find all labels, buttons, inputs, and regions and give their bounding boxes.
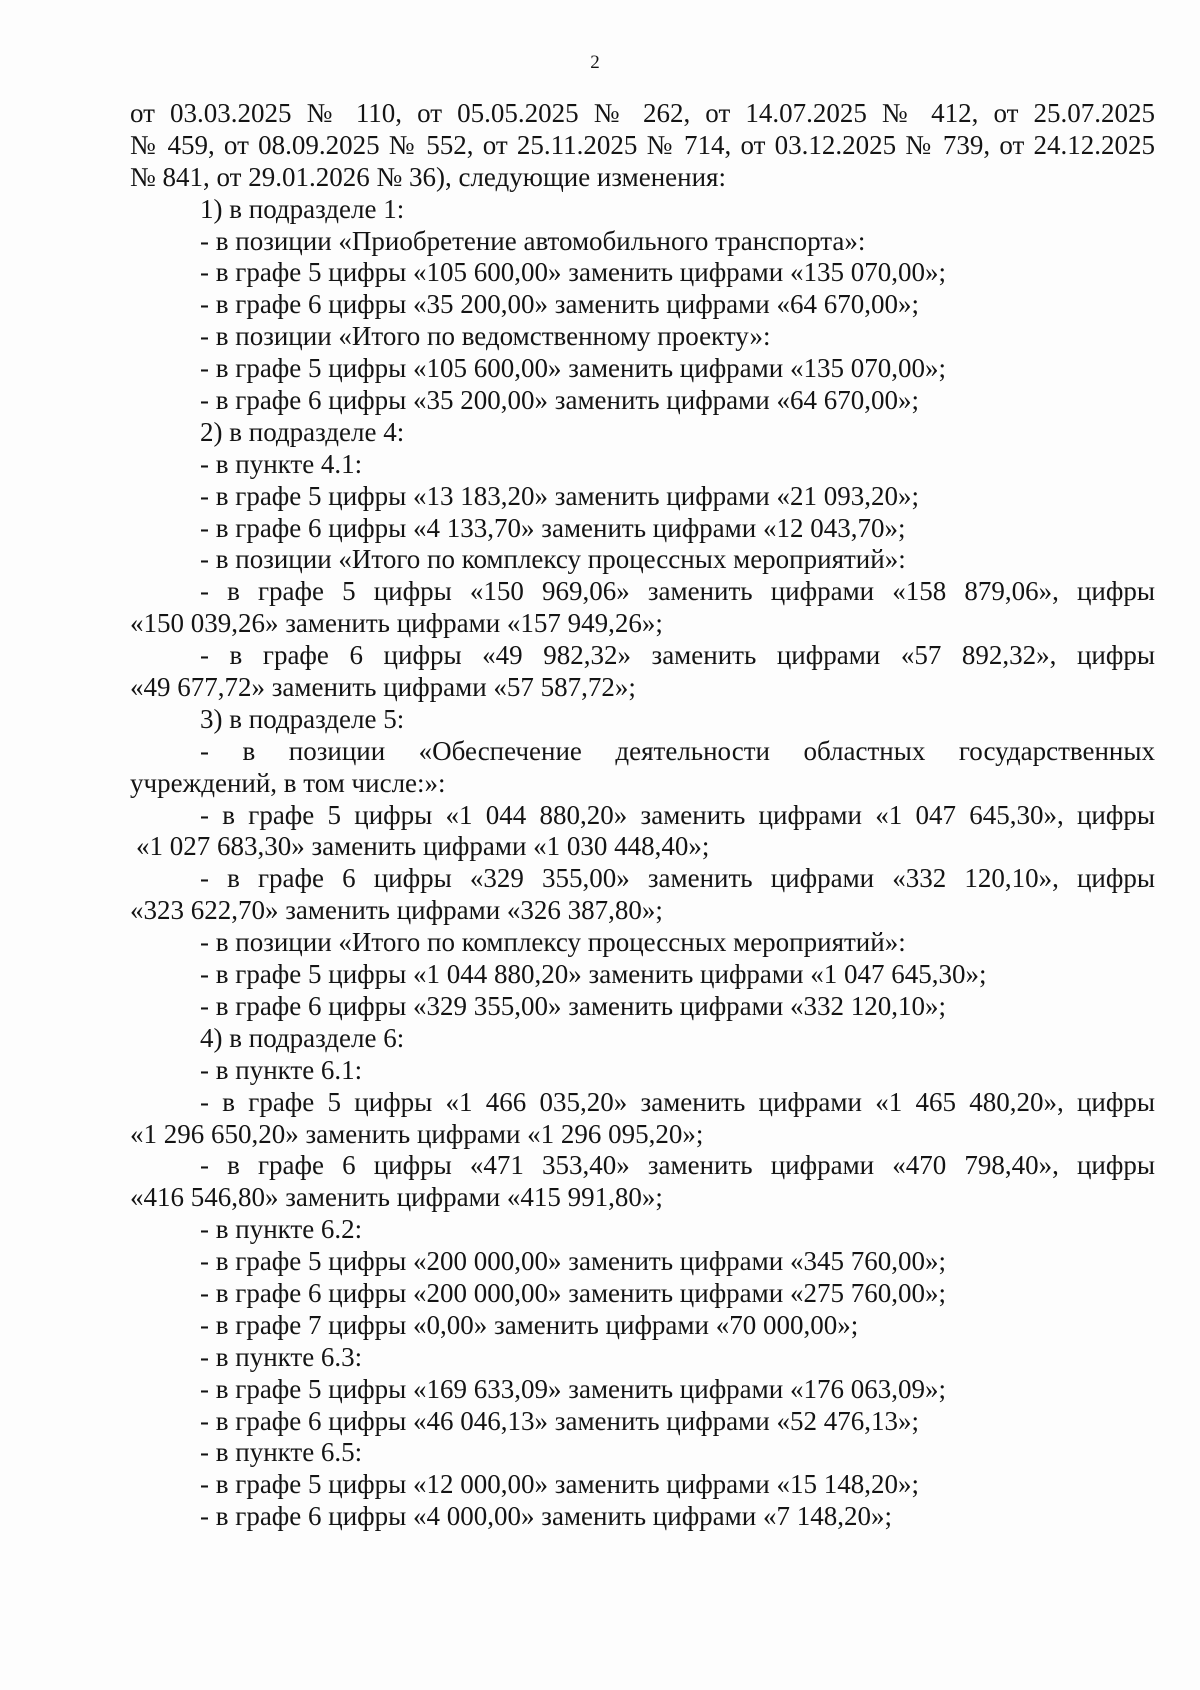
text-line: - в графе 5 цифры «1 044 880,20» заменить цифрами «1 047 645,30»; [200, 959, 987, 990]
text-line: - в графе 5 цифры «200 000,00» заменить цифрами «345 760,00»; [200, 1246, 946, 1277]
text-line: - в графе 7 цифры «0,00» заменить цифрами «70 000,00»; [200, 1309, 859, 1340]
text-line: - в графе 6 цифры «329 355,00» заменить цифрами «332 120,10»; [200, 990, 946, 1021]
text-line: - в графе 5 цифры «13 183,20» заменить цифрами «21 093,20»; [200, 480, 919, 511]
text-line: - в графе 5 цифры «1 044 880,20» заменить цифрами «1 047 645,30», цифры [200, 799, 1155, 830]
text-line: - в пункте 6.3: [200, 1341, 363, 1372]
text-line: «150 039,26» заменить цифрами «157 949,26»; [130, 608, 663, 639]
text-line: 4) в подразделе 6: [200, 1022, 405, 1053]
text-line: «416 546,80» заменить цифрами «415 991,80»; [130, 1182, 663, 1213]
text-line: 1) в подразделе 1: [200, 193, 405, 224]
text-line: - в графе 5 цифры «150 969,06» заменить цифрами «158 879,06», цифры [200, 576, 1155, 607]
text-line: № 459, от 08.09.2025 № 552, от 25.11.2025 № 714, от 03.12.2025 № 739, от 24.12.2025 [130, 129, 1155, 160]
text-line: - в пункте 6.2: [200, 1214, 363, 1245]
text-line: - в графе 6 цифры «200 000,00» заменить цифрами «275 760,00»; [200, 1277, 946, 1308]
text-line: «49 677,72» заменить цифрами «57 587,72»; [130, 672, 636, 703]
text-line: - в графе 6 цифры «4 000,00» заменить цифрами «7 148,20»; [200, 1501, 892, 1532]
text-line: «1 296 650,20» заменить цифрами «1 296 095,20»; [130, 1118, 704, 1149]
text-line: - в графе 6 цифры «46 046,13» заменить цифрами «52 476,13»; [200, 1405, 919, 1436]
document-body [130, 98, 1155, 1533]
text-line: - в графе 6 цифры «49 982,32» заменить цифрами «57 892,32», цифры [200, 640, 1155, 671]
text-line: - в графе 5 цифры «1 466 035,20» заменить цифрами «1 465 480,20», цифры [200, 1086, 1155, 1117]
text-line: «323 622,70» заменить цифрами «326 387,80»; [130, 895, 663, 926]
text-line: - в графе 5 цифры «105 600,00» заменить цифрами «135 070,00»; [200, 257, 946, 288]
text-line: - в пункте 6.1: [200, 1054, 363, 1085]
text-line: учреждений, в том числе:»: [130, 767, 446, 798]
text-line: - в графе 6 цифры «471 353,40» заменить цифрами «470 798,40», цифры [200, 1150, 1155, 1181]
text-line: - в позиции «Итого по комплексу процессных мероприятий»: [200, 544, 906, 575]
text-line: - в графе 6 цифры «4 133,70» заменить цифрами «12 043,70»; [200, 512, 906, 543]
text-line: 2) в подразделе 4: [200, 416, 405, 447]
text-line: 3) в подразделе 5: [200, 703, 405, 734]
text-line: - в пункте 6.5: [200, 1437, 363, 1468]
text-line: - в графе 5 цифры «169 633,09» заменить цифрами «176 063,09»; [200, 1373, 946, 1404]
text-line: № 841, от 29.01.2026 № 36), следующие изменения: [130, 161, 726, 192]
text-line: - в графе 6 цифры «329 355,00» заменить цифрами «332 120,10», цифры [200, 863, 1155, 894]
text-line: - в графе 6 цифры «35 200,00» заменить цифрами «64 670,00»; [200, 385, 919, 416]
text-line: - в позиции «Обеспечение деятельности областных государственных [200, 735, 1155, 766]
page-number: 2 [590, 52, 600, 73]
text-line: «1 027 683,30» заменить цифрами «1 030 448,40»; [136, 831, 710, 862]
text-line: от 03.03.2025 № 110, от 05.05.2025 № 262, от 14.07.2025 № 412, от 25.07.2025 [130, 98, 1155, 128]
text-line: - в позиции «Итого по комплексу процессных мероприятий»: [200, 927, 906, 958]
text-line: - в графе 5 цифры «12 000,00» заменить цифрами «15 148,20»; [200, 1469, 919, 1500]
text-line: - в позиции «Итого по ведомственному проекту»: [200, 321, 771, 352]
text-line: - в пункте 4.1: [200, 448, 363, 479]
text-line: - в позиции «Приобретение автомобильного транспорта»: [200, 225, 866, 256]
text-line: - в графе 5 цифры «105 600,00» заменить цифрами «135 070,00»; [200, 353, 946, 384]
text-line: - в графе 6 цифры «35 200,00» заменить цифрами «64 670,00»; [200, 289, 919, 320]
